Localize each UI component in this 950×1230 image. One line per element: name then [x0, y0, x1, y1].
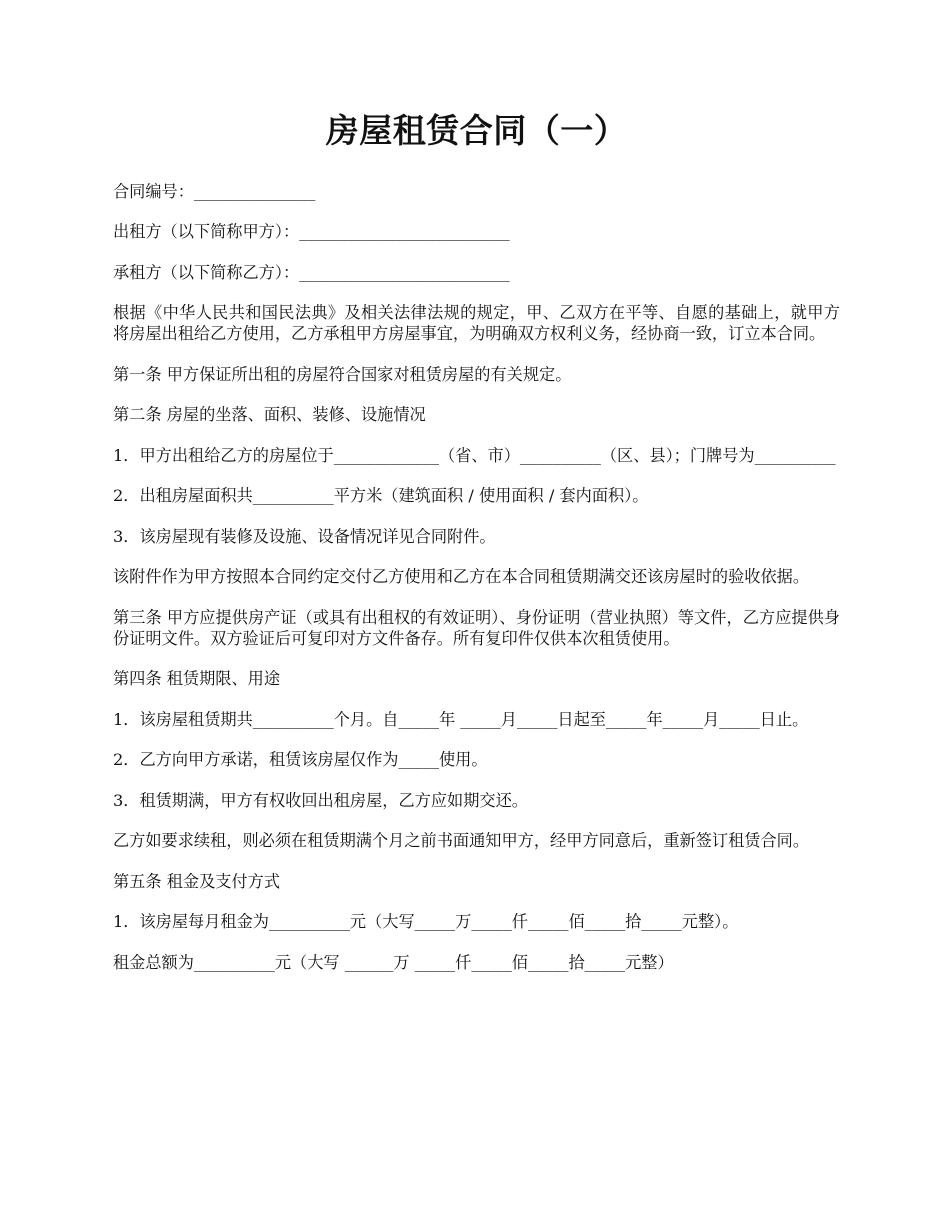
- article-1: 第一条 甲方保证所出租的房屋符合国家对租赁房屋的有关规定。: [113, 364, 572, 384]
- attachment-note: 该附件作为甲方按照本合同约定交付乙方使用和乙方在本合同租赁期满交还该房屋时的验收依据。: [113, 567, 810, 587]
- article-4-item-1: 1．该房屋租赁期共__________个月。自_____年 _____月_____日起至_____年_____月_____日止。: [113, 709, 809, 729]
- renewal-note: 乙方如要求续租，则必须在租赁期满个月之前书面通知甲方，经甲方同意后，重新签订租赁合同。: [113, 831, 810, 851]
- article-2-item-3: 3．该房屋现有装修及设施、设备情况详见合同附件。: [113, 526, 496, 546]
- article-3: 第三条 甲方应提供房产证（或具有出租权的有效证明）、身份证明（营业执照）等文件，乙方应提供身份证明文件。双方验证后可复印对方文件备存。所有复印件仅供本次租赁使用。: [113, 607, 840, 648]
- document-page: [113, 112, 840, 992]
- article-4-item-2: 2．乙方向甲方承诺，租赁该房屋仅作为_____使用。: [113, 750, 488, 770]
- contract-number-line: 合同编号：_______________: [113, 181, 316, 201]
- rent-total-line: 租金总额为__________元（大写 ______万 _____仟_____佰_____拾_____元整）: [113, 952, 674, 972]
- lessee-line: 承租方（以下简称乙方）：__________________________: [113, 262, 510, 282]
- lessor-line: 出租方（以下简称甲方）：__________________________: [113, 222, 510, 242]
- article-2-item-1: 1．甲方出租给乙方的房屋位于_____________（省、市）__________（区、县）；门牌号为__________: [113, 445, 836, 465]
- document-title: 房屋租赁合同（一）: [325, 111, 628, 150]
- article-2-heading: 第二条 房屋的坐落、面积、装修、设施情况: [113, 405, 426, 425]
- article-5-heading: 第五条 租金及支付方式: [113, 871, 281, 891]
- article-2-item-2: 2．出租房屋面积共__________平方米（建筑面积 / 使用面积 / 套内面积）。: [113, 486, 649, 506]
- article-5-item-1: 1．该房屋每月租金为__________元（大写_____万_____仟_____佰_____拾_____元整）。: [113, 912, 739, 932]
- article-4-heading: 第四条 租赁期限、用途: [113, 669, 281, 689]
- preamble-paragraph: 根据《中华人民共和国民法典》及相关法律法规的规定，甲、乙双方在平等、自愿的基础上，就甲方将房屋出租给乙方使用，乙方承租甲方房屋事宜，为明确双方权利义务，经协商一致，订立本合同。: [113, 303, 840, 344]
- article-4-item-3: 3．租赁期满，甲方有权收回出租房屋，乙方应如期交还。: [113, 790, 528, 810]
